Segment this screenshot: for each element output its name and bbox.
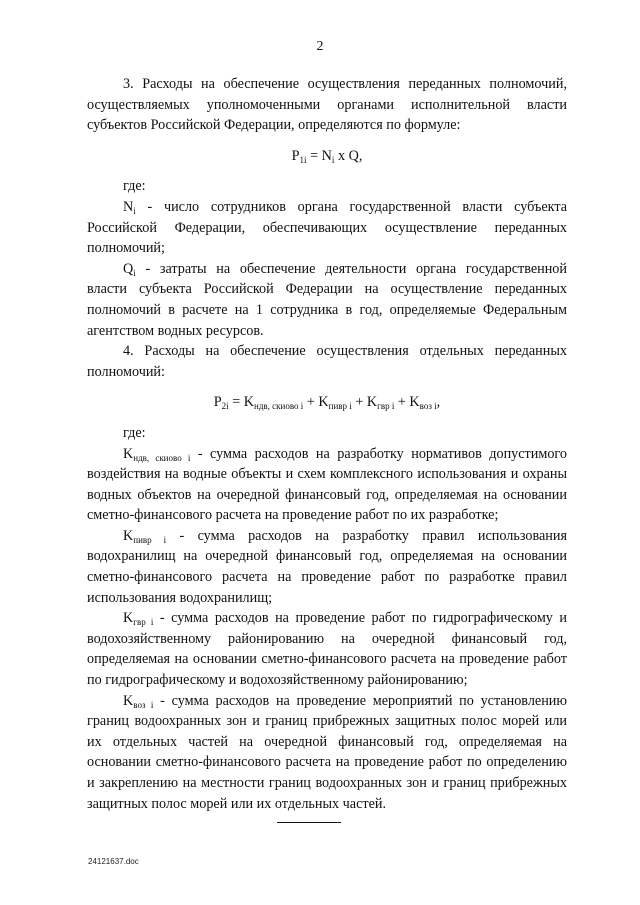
where-label-2: где:	[123, 424, 146, 441]
where-label-1: где:	[123, 178, 146, 195]
definition-text: - сумма расходов на разработку нормативов допустимого воздействия на водные объекты и схем комплексного использования и охраны водных объектов на очередной финансовый год, определяемая на основании сметно-финансового расчета на проведение работ по их разработке;	[87, 445, 567, 524]
definition-n	[87, 197, 567, 259]
definition-symbol-sub: i	[133, 267, 136, 278]
section-3-paragraph: 3. Расходы на обеспечение осуществления переданных полномочий, осуществляемых уполномоченными органами исполнительной власти субъектов Российской Федерации, определяются по формуле:	[87, 76, 567, 134]
formula-1-rhs-a-sub: i	[331, 154, 335, 165]
definition-text: - сумма расходов на проведение мероприятий по установлению границ водоохранных зон и границ прибрежных защитных полос морей или их отдельных частей на очередной финансовый год, определяемая на основании сметно-финансового расчета на проведение работ по определению и закреплению на местности границ водоохранных зон и границ прибрежных защитных полос морей или их отдельных частей.	[87, 692, 567, 812]
formula-1-lhs: P	[291, 147, 300, 164]
formula-2-t2-sub: пивр i	[328, 401, 352, 412]
page-number: 2	[316, 39, 324, 54]
definition-text: - сумма расходов на проведение работ по гидрографическому и водохозяйственному районированию на очередной финансовый год, определяемая на основании сметно-финансового расчета на проведение работ по гидрографическому и водохозяйственному районированию;	[87, 610, 567, 689]
formula-1-rhs-b: x Q,	[334, 147, 363, 164]
definition-text: - сумма расходов на разработку правил использования водохранилищ на очередной финансовый год, определяемая на основании сметно-финансового расчета на проведение работ по разработке правил использования водохранилищ;	[87, 527, 567, 606]
formula-2-t3: + K	[351, 394, 378, 411]
formula-2-t3-sub: гвр i	[377, 401, 395, 412]
definition-symbol: N	[123, 198, 134, 215]
definition-symbol: Q	[123, 260, 134, 277]
definition-symbol-sub: ндв, скиово i	[133, 452, 191, 463]
formula-2	[87, 392, 567, 413]
definition-symbol: K	[123, 527, 134, 544]
definition-text: - затраты на обеспечение деятельности органа государственной власти субъекта Российской Федерации на осуществление переданных полномочий в расчете на 1 сотрудника в год, определяемые Федеральным агентством водных ресурсов.	[87, 260, 567, 339]
formula-1-lhs-sub: 1i	[299, 154, 307, 165]
definition-symbol-sub: воз i	[133, 699, 154, 710]
definition-symbol-sub: пивр i	[133, 534, 167, 545]
definition-q	[87, 259, 567, 341]
definition-symbol-sub: i	[133, 205, 136, 216]
definition-k-voz	[87, 691, 567, 815]
definition-symbol: K	[123, 692, 134, 709]
definition-k-ndv	[87, 444, 567, 526]
formula-1	[87, 146, 567, 167]
formula-2-t4-sub: воз i	[419, 401, 437, 412]
definition-symbol-sub: гвр i	[133, 617, 154, 628]
formula-2-t4: + K	[394, 394, 420, 411]
end-divider	[277, 822, 341, 823]
definition-symbol: K	[123, 445, 134, 462]
formula-1-rhs-a: = N	[306, 147, 332, 164]
definition-k-gvr	[87, 608, 567, 690]
definition-text: - число сотрудников органа государственной власти субъекта Российской Федерации, обеспечивающих осуществление переданных полномочий;	[87, 198, 567, 257]
footer-filename: 24121637.doc	[88, 857, 139, 866]
formula-2-t1-sub: ндв, скиово i	[254, 401, 304, 412]
document-body	[87, 74, 567, 814]
formula-2-t1: = K	[228, 394, 255, 411]
formula-2-t2: + K	[303, 394, 329, 411]
formula-2-tail: ,	[436, 394, 441, 411]
formula-2-lhs: P	[213, 394, 222, 411]
definition-k-pivr	[87, 526, 567, 608]
definition-symbol: K	[123, 610, 134, 627]
section-4-paragraph: 4. Расходы на обеспечение осуществления отдельных переданных полномочий:	[87, 343, 567, 380]
formula-2-lhs-sub: 2i	[221, 401, 229, 412]
